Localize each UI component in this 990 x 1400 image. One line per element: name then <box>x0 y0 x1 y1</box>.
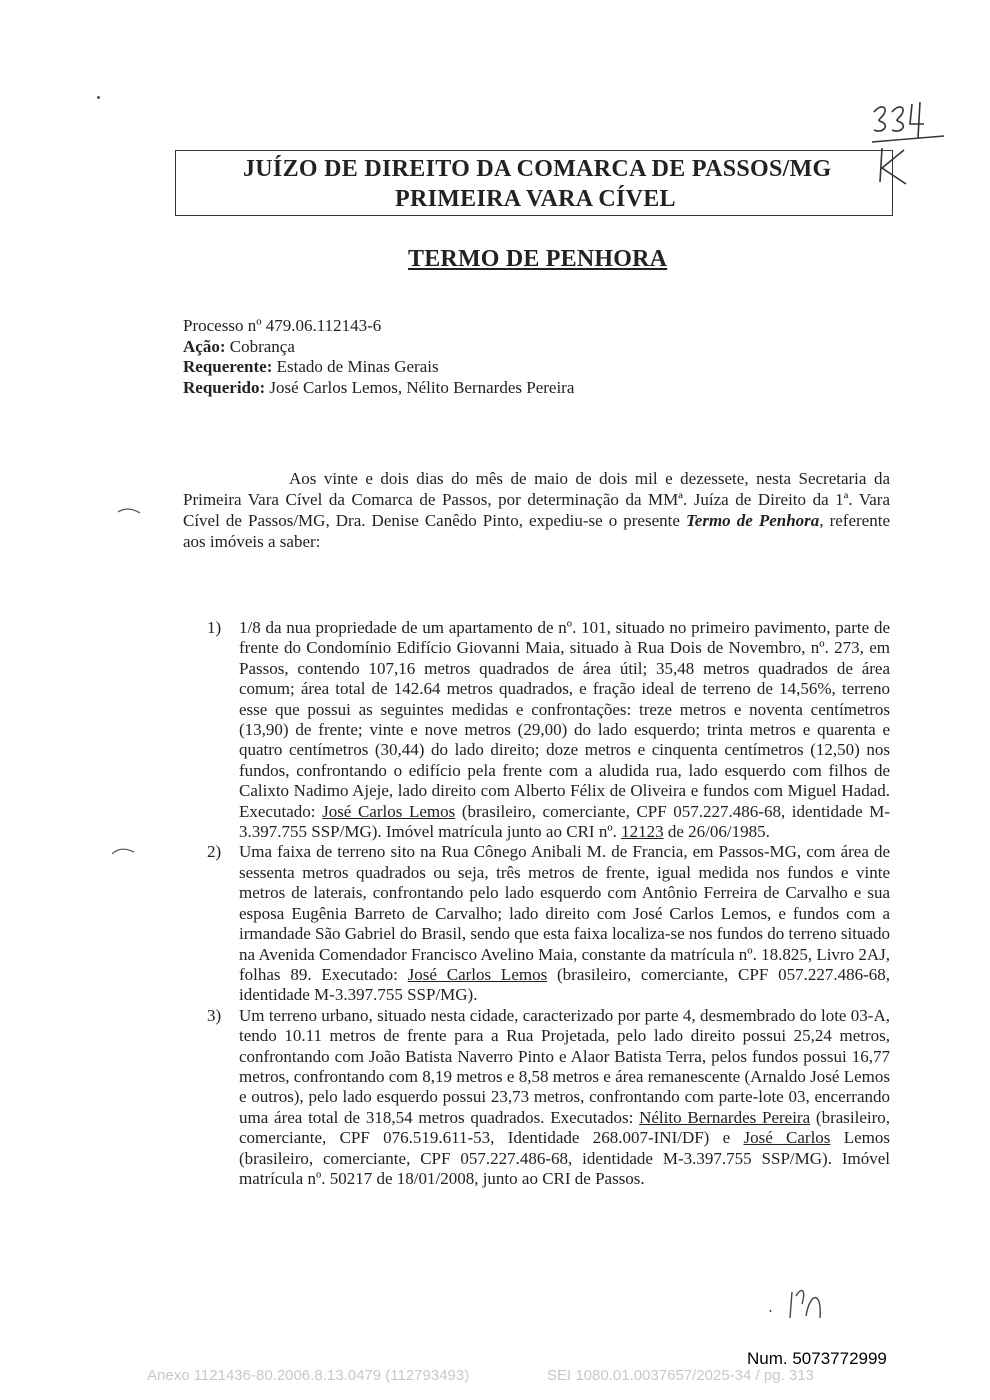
action-line <box>183 337 574 358</box>
document-number: Num. 5073772999 <box>747 1349 887 1368</box>
item-text-part: 1/8 da nua propriedade de um apartamento de nº. 101, situado no primeiro pavimento, parte de frente do Condomínio Edifício Giovanni Maia, situado à Rua Dois de Novembro, nº. 273, em Passos, contendo 107,16 metros quadrados de área útil; 35,48 metros quadrados de área comum; área total de 142.64 metros quadrados, e fração ideal de terreno de 14,56%, terreno esse que possui as seguintes medidas e confrontações: treze metros e noventa centímetros (13,90) de frente; vinte e nove metros (29,00) do lado esquerdo; trinta metros e quarenta e quatro centímetros (30,44) do lado direito; doze metros e cinquenta centímetros (12,50) nos fundos, confrontando o edifício pela frente com a aludida rua, lado esquerdo com filhos de Calixto Nadimo Ajeje, lado direito com Alberto Félix de Oliveira e fundos com Miguel Hadad. Executado: <box>239 618 890 821</box>
item-number: 1) <box>207 618 222 637</box>
process-number: Processo nº 479.06.112143-6 <box>183 316 382 335</box>
process-info <box>183 316 574 398</box>
action-value: Cobrança <box>229 336 295 356</box>
intro-paragraph <box>183 468 890 552</box>
document-title: TERMO DE PENHORA <box>408 246 668 272</box>
defendant-label: Requerido: <box>183 377 266 397</box>
item-number: 2) <box>207 842 222 862</box>
plaintiff-line <box>183 357 574 378</box>
item-number: 3) <box>207 1005 222 1025</box>
intro-text-end: , referente aos imóveis a saber: <box>183 511 890 551</box>
list-item <box>207 842 890 1005</box>
list-item <box>207 618 890 842</box>
item-text-part: (brasileiro, comerciante, CPF 057.227.486-68, identidade M-3.397.755 SSP/MG). Imóvel matrícula junto ao CRI nº. <box>239 801 890 842</box>
court-division: PRIMEIRA VARA CÍVEL <box>395 186 676 212</box>
item-text-part: (brasileiro, comerciante, CPF 076.519.611-53, Identidade 268.007-INI/DF) e <box>239 1107 891 1148</box>
intro-text: Aos vinte e dois dias do mês de maio de dois mil e dezessete, nesta Secretaria da Primeira Vara Cível da Comarca de Passos, por determinação da MMª. Juíza de Direito da 1ª. Vara Cível de Passos/MG, Dra. Denise Canêdo Pinto, expediu-se o presente <box>183 469 890 530</box>
item-underlined-name: Nélito Bernardes Pereira <box>639 1107 811 1127</box>
item-text-part: Lemos (brasileiro, comerciante, CPF 057.227.486-68, identidade M-3.397.755 SSP/MG). Imóvel matrícula nº. 50217 de 18/01/2008, junto ao CRI de Passos. <box>239 1128 890 1188</box>
item-underlined-name: José Carlos <box>743 1128 831 1148</box>
margin-mark <box>116 506 142 516</box>
item-underlined-name: José Carlos Lemos <box>407 964 548 984</box>
list-item <box>207 1006 890 1190</box>
margin-mark <box>110 846 136 856</box>
item-text-part: Uma faixa de terreno sito na Rua Cônego Anibali M. de Francia, em Passos-MG, com área de sessenta metros quadrados ou seja, três metros de frente, igual medida nos fundos e vinte metros de laterais, confrontando pelo lado esquerdo com Antônio Ferreira de Carvalho e sua esposa Eugênia Barreto de Carvalho; lado direito com José Carlos Lemos, e fundos com a irmandade São Gabriel do Brasil, sendo que esta faixa localiza-se nos fundos do terreno situado na Avenida Comendador Francisco Avelino Maia, constante da matrícula nº. 18.825, Livro 2AJ, folhas 89. Executado: <box>239 842 890 984</box>
property-list <box>207 618 890 1189</box>
action-label: Ação: <box>183 336 226 356</box>
footer-sei-reference: SEI 1080.01.0037657/2025-34 / pg. 313 <box>547 1367 814 1384</box>
footer-annex-reference: Anexo 1121436-80.2006.8.13.0479 (112793493) <box>147 1367 470 1384</box>
intro-emphasis: Termo de Penhora <box>685 511 820 530</box>
item-text <box>239 1006 890 1190</box>
item-underlined-reg: 12123 <box>621 822 664 842</box>
plaintiff-value: Estado de Minas Gerais <box>276 357 439 376</box>
handwritten-initials <box>762 1282 832 1326</box>
item-underlined-name: José Carlos Lemos <box>322 801 456 821</box>
item-text-part: (brasileiro, comerciante, CPF 057.227.486-68, identidade M-3.397.755 SSP/MG). <box>239 964 891 1005</box>
item-text <box>239 618 890 842</box>
defendant-line <box>183 378 574 399</box>
scan-speck <box>97 96 100 99</box>
court-name: JUÍZO DE DIREITO DA COMARCA DE PASSOS/MG <box>243 156 832 182</box>
item-text-part: Um terreno urbano, situado nesta cidade, caracterizado por parte 4, desmembrado do lote 03-A, tendo 10.11 metros de frente para a Rua Projetada, pelo lado direito possui 25,24 metros, confrontando com João Batista Naverro Pinto e Alaor Batista Terra, pelos fundos possui 16,77 metros, confrontando com 8,19 metros e 8,58 metros e área remanescente (Arnaldo José Lemos e outros), pelo lado esquerdo possui 23,73 metros, confrontando com parte-lote 03, encerrando uma área total de 318,54 metros quadrados. Executados: <box>239 1005 890 1127</box>
item-text-part: de 26/06/1985. <box>663 822 770 842</box>
item-text <box>239 842 890 1005</box>
defendant-value: José Carlos Lemos, Nélito Bernardes Pereira <box>269 377 575 397</box>
plaintiff-label: Requerente: <box>183 357 273 376</box>
